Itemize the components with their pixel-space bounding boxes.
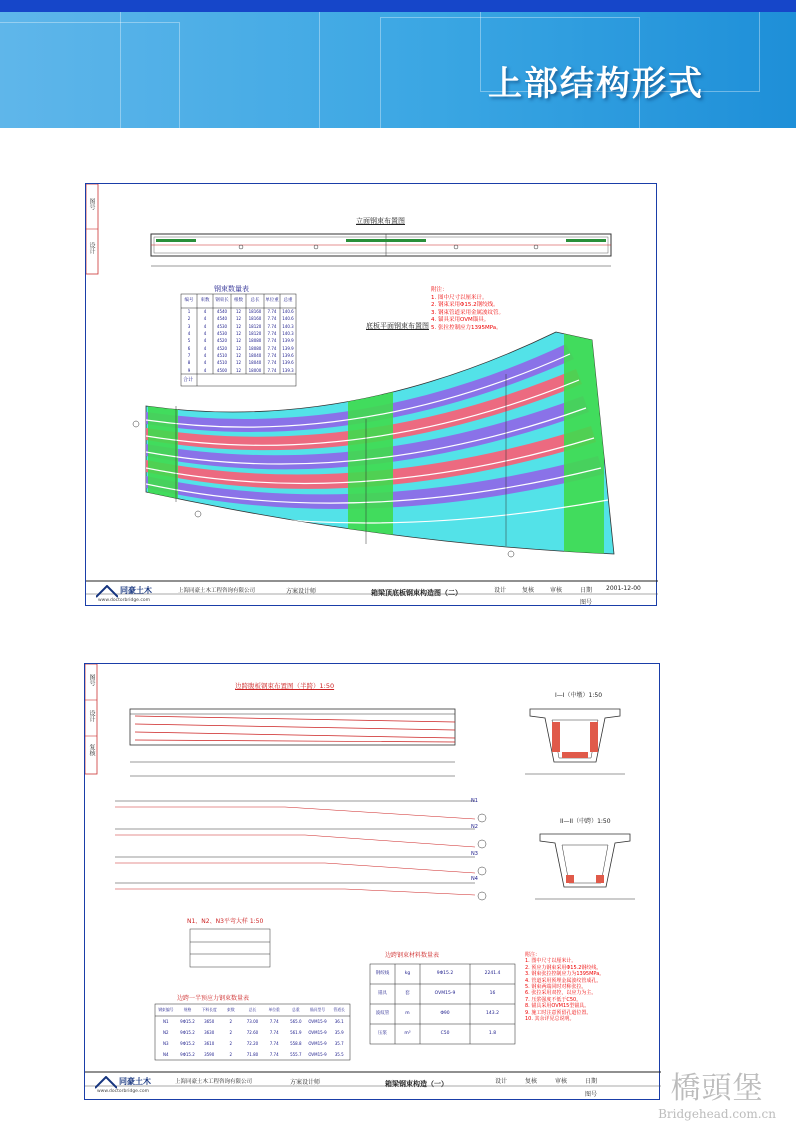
note-line: 10. 其余详见总说明。 — [525, 1016, 575, 1023]
tendon-table — [155, 1004, 350, 1060]
drawing-sheet-1 — [85, 183, 657, 606]
table-2-title: 边跨钢束材料数量表 — [385, 952, 440, 959]
sign-design: 设计 — [494, 587, 507, 594]
tendon-table-cell: 565.0 — [290, 1019, 302, 1024]
tendon-table-header: 规格 — [183, 1007, 192, 1012]
tendon-table-header: 总长 — [248, 1007, 257, 1012]
material-table-cell: 压浆 — [378, 1031, 387, 1036]
table-cell: 2 — [187, 316, 191, 322]
table-cell: 4 — [203, 367, 207, 373]
table-cell: 18080 — [248, 345, 262, 351]
tendon-table-cell: 3650 — [204, 1019, 215, 1024]
tendon-table-cell: 35.7 — [334, 1041, 344, 1046]
material-table-cell: 钢绞线 — [375, 971, 390, 976]
table-cell: 12 — [235, 353, 242, 358]
sign-date: 日期 — [580, 587, 593, 594]
note-line: 附注： — [431, 287, 448, 293]
table-cell: 12 — [235, 345, 242, 351]
tendon-table-cell: 3630 — [204, 1030, 215, 1035]
note-line: 2. 钢束采用Φ15.2钢绞线。 — [431, 302, 499, 308]
tendon-table-cell: 72.60 — [246, 1030, 259, 1035]
material-table-cell: kg — [404, 971, 411, 976]
sign-check-2: 复核 — [525, 1078, 538, 1085]
table-cell: 7 — [187, 353, 191, 358]
material-table-cell: OVM15-9 — [434, 991, 456, 996]
note-line: 7. 压浆强度不低于C50。 — [525, 996, 582, 1003]
company-name: 同豪土木 — [120, 586, 152, 595]
note-line: 1. 图中尺寸以厘米计。 — [431, 294, 488, 301]
tendon-table-cell: 558.8 — [290, 1041, 302, 1046]
section-2-title: II—II（中跨）1:50 — [560, 818, 611, 825]
note-line: 5. 张拉控制应力1395MPa。 — [431, 324, 502, 331]
table-cell: 140.3 — [282, 331, 294, 336]
table-cell: 139.6 — [282, 360, 294, 366]
note-line: 4. 锚具采用OVM锚具。 — [431, 317, 490, 323]
tendon-table-cell: N4 — [163, 1052, 169, 1057]
table-cell: 7.74 — [267, 331, 277, 336]
company-name-2: 同豪土木 — [119, 1077, 151, 1086]
table-cell: 12 — [235, 367, 242, 373]
table-cell: 4 — [203, 338, 207, 344]
tendon-table-cell: N1 — [163, 1019, 169, 1024]
table-cell: 4510 — [216, 353, 228, 358]
note-line: 1. 图中尺寸以厘米计。 — [525, 958, 577, 965]
table-cell: 4540 — [216, 316, 228, 322]
table-cell: 18000 — [248, 367, 262, 373]
table-title: 钢束数量表 — [214, 285, 249, 293]
note-line: 6. 张拉采用双控，以应力为主。 — [525, 990, 597, 997]
drawing-1-notes — [431, 287, 591, 332]
tendon-table-header: 管道长 — [333, 1007, 345, 1012]
tendon-table-cell: 555.7 — [290, 1052, 302, 1057]
watermark — [658, 1063, 776, 1121]
table-cell: 4540 — [216, 309, 228, 314]
beam-label-2: N2 — [471, 824, 478, 830]
sign-review-2: 审核 — [555, 1078, 568, 1085]
table-header-cell: 束数 — [200, 298, 210, 303]
table-cell: 12 — [235, 338, 242, 344]
material-table-cell: 143.2 — [486, 1011, 499, 1016]
company-logo — [96, 584, 166, 604]
table-cell: 12 — [235, 360, 242, 366]
tendon-table-cell: 72.20 — [246, 1041, 259, 1046]
table-header-cell: 总重 — [283, 298, 293, 303]
note-line: 9. 施工时注意预留孔道位置。 — [525, 1009, 592, 1016]
tendon-table-header: 束数 — [227, 1007, 235, 1012]
table-cell: 18160 — [248, 316, 262, 322]
sign-date-2: 日期 — [585, 1078, 598, 1085]
company-website: www.doctorbridge.com — [98, 598, 150, 603]
table-cell: 5 — [187, 338, 191, 344]
steel-table — [181, 294, 296, 386]
material-table-cell: C50 — [440, 1031, 450, 1036]
material-table-cell: 套 — [405, 991, 410, 996]
tendon-table-cell: OVM15-9 — [308, 1019, 327, 1024]
tendon-table-cell: 9Φ15.2 — [180, 1019, 195, 1024]
material-table-cell: 1.8 — [488, 1031, 497, 1036]
client-name: 上海同豪土木工程咨询有限公司 — [178, 588, 256, 594]
table-cell: 4500 — [216, 367, 228, 373]
drawing-1-name: 箱梁顶底板钢束构造图（二） — [371, 589, 462, 597]
table-total-label: 合计 — [183, 377, 194, 383]
tendon-table-cell: 2 — [229, 1041, 233, 1046]
designer-label: 方案设计师 — [286, 588, 317, 595]
drawing-1-date: 2001-12-00 — [606, 585, 641, 592]
table-cell: 7.74 — [267, 367, 277, 373]
table-cell: 140.6 — [282, 309, 294, 314]
material-table-cell: m³ — [404, 1031, 411, 1036]
tendon-table-cell: OVM15-9 — [308, 1052, 327, 1057]
header-banner — [0, 12, 796, 128]
sheet-number-label-2: 图号 — [585, 1091, 598, 1098]
material-table-cell: Φ90 — [440, 1011, 450, 1016]
page-title: 上部结构形式 — [488, 64, 704, 104]
table-header-cell: 编号 — [184, 298, 194, 303]
tendon-table-cell: 2 — [229, 1019, 233, 1024]
tendon-table-cell: 7.74 — [269, 1041, 279, 1046]
table-cell: 4530 — [216, 331, 228, 336]
table-cell: 7.74 — [267, 360, 277, 366]
material-table-cell: 2241.4 — [484, 971, 501, 976]
table-header-cell: 总长 — [250, 298, 260, 303]
note-line: 3. 钢束张拉控制应力为1395MPa。 — [525, 971, 605, 978]
detail-title: N1、N2、N3平弯大样 1:50 — [187, 918, 264, 925]
tendon-table-cell: 3590 — [204, 1052, 215, 1057]
elevation-2-title: 边跨腹板钢束布置图（半跨）1:50 — [235, 682, 335, 690]
table-header-cell: 单位重 — [265, 298, 279, 303]
table-cell: 4520 — [216, 345, 228, 351]
table-cell: 4520 — [216, 338, 228, 344]
beam-label-4: N4 — [471, 876, 478, 882]
tendon-table-cell: N3 — [163, 1041, 169, 1046]
table-cell: 4 — [203, 309, 207, 314]
tendon-table-cell: 2 — [229, 1052, 233, 1057]
tendon-table-header: 下料长度 — [201, 1007, 217, 1012]
table-cell: 139.9 — [282, 345, 294, 351]
table-cell: 18040 — [248, 360, 262, 366]
table-cell: 3 — [187, 323, 191, 329]
tendon-table-cell: 9Φ15.2 — [180, 1041, 195, 1046]
table-cell: 4 — [187, 331, 191, 336]
table-cell: 18160 — [248, 309, 262, 314]
table-cell: 4 — [203, 360, 207, 366]
side-label-3: 复核 — [88, 744, 95, 756]
note-line: 3. 钢束管道采用金属波纹管。 — [431, 309, 504, 316]
tendon-table-cell: 35.5 — [334, 1052, 344, 1057]
top-accent-bar — [0, 0, 796, 12]
table-cell: 12 — [235, 316, 242, 322]
table-cell: 4 — [203, 345, 207, 351]
table-cell: 18040 — [248, 353, 262, 358]
material-table-cell: 波纹管 — [375, 1011, 390, 1016]
tendon-table-cell: OVM15-9 — [308, 1041, 327, 1046]
table-cell: 4510 — [216, 360, 228, 366]
note-line: 8. 锚具采用OVM15型锚具。 — [525, 1003, 590, 1010]
table-cell: 18120 — [248, 323, 262, 329]
side-label-bottom: 设计 — [88, 242, 95, 254]
beam-label-3: N3 — [471, 851, 478, 857]
table-cell: 18120 — [248, 331, 262, 336]
table-cell: 4 — [203, 316, 207, 322]
table-header-cell: 钢束长 — [215, 298, 229, 303]
material-table-cell: 锚具 — [378, 991, 387, 996]
note-line: 2. 预应力钢束采用Φ15.2钢绞线。 — [525, 964, 602, 971]
tendon-table-cell: 9Φ15.2 — [180, 1030, 195, 1035]
table-cell: 12 — [235, 323, 242, 329]
table-cell: 7.74 — [267, 323, 277, 329]
table-header-cell: 根数 — [234, 298, 243, 303]
table-cell: 1 — [187, 309, 191, 314]
tendon-table-cell: N2 — [163, 1030, 169, 1035]
tendon-table-cell: OVM15-9 — [308, 1030, 327, 1035]
table-cell: 4530 — [216, 323, 228, 329]
sheet-number-label: 图号 — [580, 599, 593, 606]
table-cell: 7.74 — [267, 345, 277, 351]
table-cell: 12 — [235, 309, 242, 314]
material-table — [370, 964, 515, 1044]
tendon-table-cell: 71.80 — [246, 1052, 259, 1057]
table-cell: 4 — [203, 331, 207, 336]
table-1-title: 边跨一半预应力钢束数量表 — [177, 995, 250, 1002]
note-line: 附注： — [525, 952, 541, 958]
table-cell: 7.74 — [267, 338, 277, 344]
material-table-cell: 9Φ15.2 — [436, 971, 454, 976]
tendon-table-cell: 7.74 — [269, 1052, 279, 1057]
tendon-table-header: 单位重 — [268, 1007, 280, 1012]
tendon-table-cell: 73.00 — [246, 1019, 259, 1024]
client-name-2: 上海同豪土木工程咨询有限公司 — [175, 1079, 253, 1085]
drawing-2-notes — [525, 952, 655, 1022]
side-label-1: 图号 — [88, 674, 95, 686]
table-cell: 7.74 — [267, 316, 277, 322]
tendon-table-header: 总重 — [292, 1007, 300, 1012]
drawing-1-canvas — [86, 184, 658, 607]
table-cell: 7.74 — [267, 353, 277, 358]
sign-design-2: 设计 — [495, 1078, 508, 1085]
table-cell: 140.6 — [282, 316, 294, 322]
section-1-title: I—I（中墩）1:50 — [555, 692, 603, 699]
table-cell: 139.9 — [282, 338, 294, 344]
watermark-logo: 橋頭堡 — [670, 1071, 764, 1106]
tendon-table-cell: 3610 — [204, 1041, 215, 1046]
elevation-title: 立面钢束布置图 — [356, 217, 405, 225]
tendon-table-header: 锚具型号 — [309, 1007, 326, 1012]
table-cell: 4 — [203, 323, 207, 329]
table-cell: 18080 — [248, 338, 262, 344]
side-label-top: 图号 — [88, 198, 95, 210]
table-cell: 4 — [203, 353, 207, 358]
tendon-table-cell: 7.74 — [269, 1030, 279, 1035]
beam-label-1: N1 — [471, 798, 478, 804]
table-cell: 6 — [187, 345, 191, 351]
tendon-table-cell: 9Φ15.2 — [180, 1052, 195, 1057]
note-line: 4. 管道采用预埋金属波纹管成孔。 — [525, 977, 602, 984]
tendon-table-cell: 561.9 — [290, 1030, 302, 1035]
table-cell: 139.3 — [282, 367, 294, 373]
table-cell: 9 — [187, 367, 191, 373]
material-table-cell: m — [405, 1011, 410, 1016]
tendon-table-cell: 35.9 — [334, 1030, 344, 1035]
side-label-2: 设计 — [88, 710, 95, 722]
sign-check: 复核 — [522, 587, 535, 594]
material-table-cell: 16 — [489, 991, 496, 996]
sign-review: 审核 — [550, 587, 563, 594]
company-logo-2 — [95, 1075, 165, 1097]
tendon-table-cell: 2 — [229, 1030, 233, 1035]
watermark-url: Bridgehead.com.cn — [658, 1107, 776, 1121]
table-cell: 7.74 — [267, 309, 277, 314]
drawing-2-name: 箱梁钢束构造（一） — [385, 1080, 448, 1088]
drawing-sheet-2 — [84, 663, 660, 1100]
note-line: 5. 钢束两端同时对称张拉。 — [525, 984, 587, 991]
tendon-table-cell: 7.74 — [269, 1019, 279, 1024]
table-cell: 140.3 — [282, 323, 294, 329]
tendon-table-header: 钢束编号 — [158, 1007, 174, 1012]
table-cell: 12 — [235, 331, 242, 336]
plan-title: 底板平面钢束布置图 — [366, 322, 429, 330]
table-cell: 8 — [187, 360, 191, 366]
designer-label-2: 方案设计师 — [290, 1079, 321, 1086]
tendon-table-cell: 36.1 — [334, 1019, 344, 1024]
company-website-2: www.doctorbridge.com — [97, 1089, 149, 1094]
table-cell: 139.6 — [282, 353, 294, 358]
